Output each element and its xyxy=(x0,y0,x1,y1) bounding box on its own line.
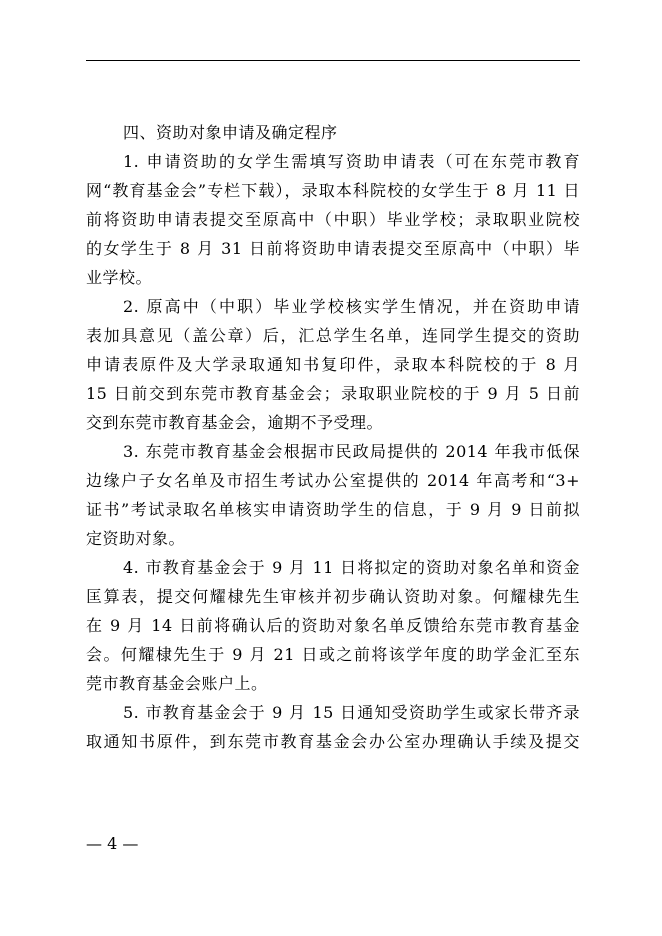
header-rule xyxy=(86,60,580,61)
paragraph-line: 定资助对象。 xyxy=(86,529,186,548)
paragraph-line: 业学校。 xyxy=(86,268,153,287)
paragraph-line: 会。何耀棣先生于 9 月 21 日或之前将该学年度的助学金汇至东 xyxy=(86,645,580,664)
paragraph-line: 交到东莞市教育基金会，逾期不予受理。 xyxy=(86,413,384,432)
section-heading: 四、资助对象申请及确定程序 xyxy=(123,123,338,142)
paragraph-2 xyxy=(86,292,580,437)
paragraph-line: 申请表原件及大学录取通知书复印件，录取本科院校的于 8 月 xyxy=(86,355,580,374)
paragraph-line: 取通知书原件，到东莞市教育基金会办公室办理确认手续及提交 xyxy=(86,732,580,751)
paragraph-1 xyxy=(86,147,580,292)
page-number: — 4 — xyxy=(86,834,139,853)
paragraph-line: 3. 东莞市教育基金会根据市民政局提供的 2014 年我市低保 xyxy=(123,442,580,461)
paragraph-line: 2. 原高中（中职）毕业学校核实学生情况，并在资助申请 xyxy=(123,297,580,316)
paragraph-4 xyxy=(86,553,580,698)
paragraph-line: 5. 市教育基金会于 9 月 15 日通知受资助学生或家长带齐录 xyxy=(123,703,580,722)
paragraph-line: 15 日前交到东莞市教育基金会；录取职业院校的于 9 月 5 日前 xyxy=(86,384,580,403)
paragraph-line: 边缘户子女名单及市招生考试办公室提供的 2014 年高考和“3+ xyxy=(86,471,580,490)
paragraph-line: 莞市教育基金会账户上。 xyxy=(86,674,268,693)
paragraph-line: 匡算表，提交何耀棣先生审核并初步确认资助对象。何耀棣先生 xyxy=(86,587,580,606)
paragraph-line: 网“教育基金会”专栏下载），录取本科院校的女学生于 8 月 11 日 xyxy=(86,181,580,200)
paragraph-line: 1. 申请资助的女学生需填写资助申请表（可在东莞市教育 xyxy=(123,152,580,171)
paragraph-line: 表加具意见（盖公章）后，汇总学生名单，连同学生提交的资助 xyxy=(86,326,580,345)
paragraph-line: 在 9 月 14 日前将确认后的资助对象名单反馈给东莞市教育基金 xyxy=(86,616,580,635)
paragraph-5 xyxy=(86,698,580,756)
paragraph-line: 证书”考试录取名单核实申请资助学生的信息，于 9 月 9 日前拟 xyxy=(86,500,580,519)
paragraph-line: 前将资助申请表提交至原高中（中职）毕业学校；录取职业院校 xyxy=(86,210,580,229)
document-body xyxy=(86,118,580,756)
paragraph-line: 的女学生于 8 月 31 日前将资助申请表提交至原高中（中职）毕 xyxy=(86,239,580,258)
paragraph-3 xyxy=(86,437,580,553)
paragraph-line: 4. 市教育基金会于 9 月 11 日将拟定的资助对象名单和资金 xyxy=(123,558,580,577)
